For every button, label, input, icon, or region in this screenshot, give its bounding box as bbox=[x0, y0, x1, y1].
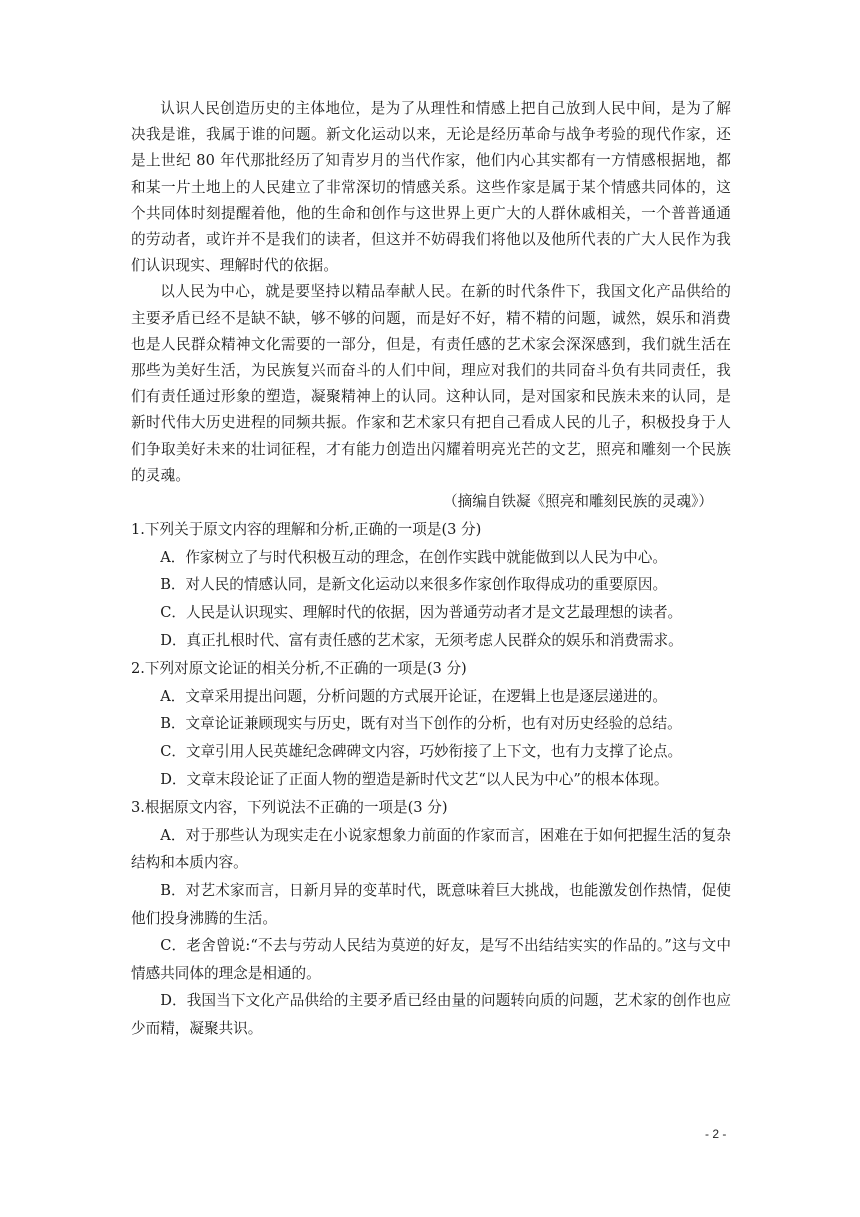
option-d: D．真正扎根时代、富有责任感的艺术家，无须考虑人民群众的娱乐和消费需求。 bbox=[160, 631, 683, 649]
option-c: C．文章引用人民英雄纪念碑碑文内容，巧妙衔接了上下文，也有力支撑了论点。 bbox=[160, 743, 683, 760]
option-b: B．文章论证兼顾现实与历史，既有对当下创作的分析，也有对历史经验的总结。 bbox=[160, 715, 682, 733]
option-c: C．老舍曾说:“不去与劳动人民结为莫逆的好友，是写不出结结实实的作品的。”这与文中情感共同体的理念是相通的。 bbox=[131, 937, 731, 982]
option-b: B．对艺术家而言，日新月异的变革时代，既意味着巨大挑战，也能激发创作热情，促使他们投身沸腾的生活。 bbox=[131, 881, 731, 927]
option-a: A．文章采用提出问题，分析问题的方式展开论证，在逻辑上也是逐层递进的。 bbox=[160, 687, 667, 705]
page-number: - 2 - bbox=[705, 1127, 727, 1141]
article-source: （摘编自铁凝《照亮和雕刻民族的灵魂》） bbox=[443, 493, 713, 511]
question-3 bbox=[131, 794, 731, 1042]
option-d: D．文章末段论证了正面人物的塑造是新时代文艺“以人民为中心”的根本体现。 bbox=[160, 770, 669, 788]
question-stem: 3.根据原文内容，下列说法不正确的一项是(3 分) bbox=[131, 799, 448, 817]
option-a: A．作家树立了与时代积极互动的理念，在创作实践中就能做到以人民为中心。 bbox=[160, 548, 667, 566]
page-content bbox=[131, 96, 731, 1043]
question-stem: 2.下列对原文论证的相关分析,不正确的一项是(3 分) bbox=[131, 660, 467, 678]
question-stem: 1.下列关于原文内容的理解和分析,正确的一项是(3 分) bbox=[131, 521, 482, 539]
option-b: B．对人民的情感认同，是新文化运动以来很多作家创作取得成功的重要原因。 bbox=[160, 576, 668, 594]
question-2 bbox=[131, 655, 731, 793]
option-c: C．人民是认识现实、理解时代的依据，因为普通劳动者才是文艺最理想的读者。 bbox=[160, 604, 683, 622]
article-paragraph-1: 认识人民创造历史的主体地位，是为了从理性和情感上把自己放到人民中间，是为了解决我是谁，我属于谁的问题。新文化运动以来，无论是经历革命与战争考验的现代作家，还是上世纪 80 年代那批经历了知青岁月的当代作家，他们内心其实都有一方情感根据地，都和某一片土地上的人民建立了非常深切的情感关系。这些作家是属于某个情感共同体的，这个共同体时刻提醒着他，他的生命和创作与这世界上更广大的人群休戚相关，一个普普通通的劳动者，或许并不是我们的读者，但这并不妨碍我们将他以及他所代表的广大人民作为我们认识现实、理解时代的依据。 bbox=[131, 100, 731, 275]
article-paragraph-2: 以人民为中心，就是要坚持以精品奉献人民。在新的时代条件下，我国文化产品供给的主要矛盾已经不是缺不缺，够不够的问题，而是好不好，精不精的问题，诚然，娱乐和消费也是人民群众精神文化需要的一部分，但是，有责任感的艺术家会深深感到，我们就生活在那些为美好生活，为民族复兴而奋斗的人们中间，理应对我们的共同奋斗负有共同责任，我们有责任通过形象的塑造，凝聚精神上的认同。这种认同，是对国家和民族未来的认同，是新时代伟大历史进程的同频共振。作家和艺术家只有把自己看成人民的儿子，积极投身于人们争取美好未来的壮词征程，才有能力创造出闪耀着明亮光芒的文艺，照亮和雕刻一个民族的灵魂。 bbox=[131, 283, 731, 484]
option-d: D．我国当下文化产品供给的主要矛盾已经由量的问题转向质的问题，艺术家的创作也应少而精，凝聚共识。 bbox=[131, 992, 731, 1037]
question-1 bbox=[131, 516, 731, 654]
option-a: A．对于那些认为现实走在小说家想象力前面的作家而言，困难在于如何把握生活的复杂结构和本质内容。 bbox=[131, 826, 731, 872]
